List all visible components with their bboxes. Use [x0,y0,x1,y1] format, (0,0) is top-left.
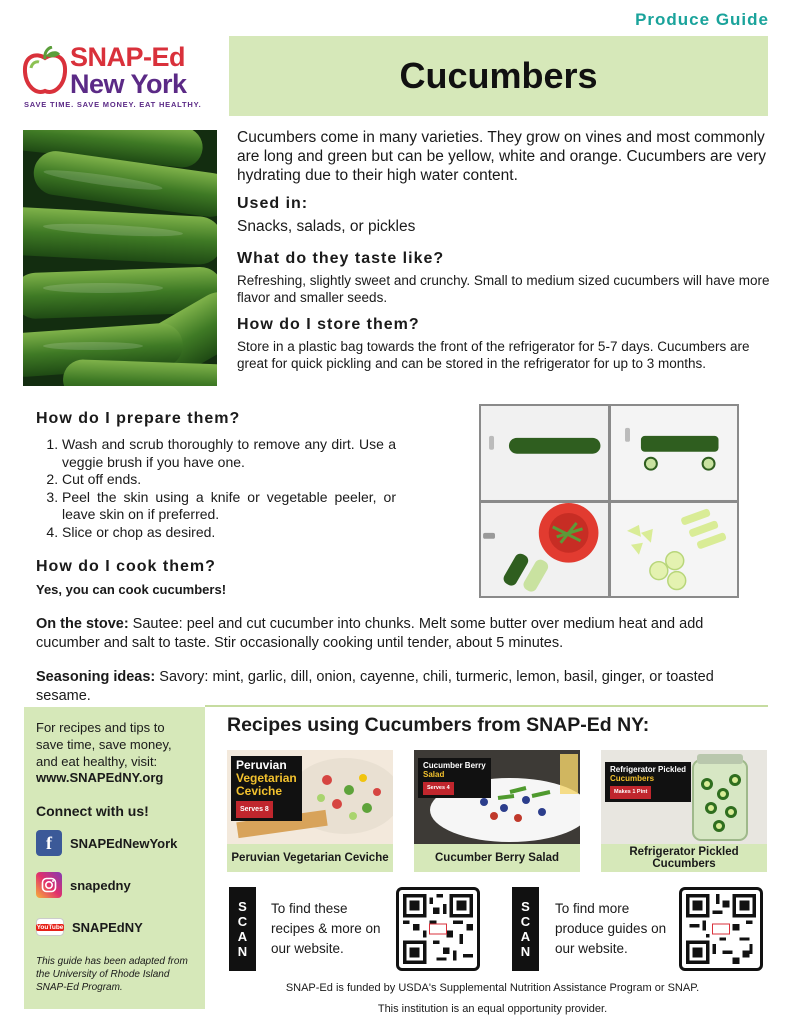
used-in-text: Snacks, salads, or pickles [237,218,416,235]
recipe-card-pickled[interactable] [601,750,767,872]
scan-letter: S [521,899,530,914]
title-banner [229,36,768,116]
intro-section [237,128,772,372]
used-in-heading: Used in: [237,195,309,212]
recipe-photo-berry-salad [414,750,580,844]
snap-ed-logo[interactable] [22,42,212,114]
recipe-badge-berry-salad [418,758,491,798]
instagram-icon [36,872,62,898]
qr-code-icon [403,894,473,964]
seasoning-text: Savory: mint, garlic, dill, onion, cayenne, chili, turmeric, lemon, basil, ginger, or toasted sesame. [36,669,714,704]
recipe-badge-line: Salad [423,770,445,779]
page-title: Cucumbers [399,55,598,96]
recipe-badge-line: Cucumber Berry [423,761,486,770]
scan-text-guides: To find more produce guides on our website. [555,901,667,956]
taste-heading: What do they taste like? [237,250,445,267]
recipes-heading: Recipes using Cucumbers from SNAP-Ed NY: [227,714,650,736]
scan-letter: C [520,914,531,929]
facebook-icon: f [36,830,62,856]
tips-text: For recipes and tips to save time, save money, and eat healthy, visit: [36,720,172,769]
apple-logo-icon [22,46,68,96]
youtube-icon [36,918,64,936]
instagram-handle: snapedny [70,877,131,893]
facebook-link[interactable] [36,829,195,857]
logo-tagline: SAVE TIME. SAVE MONEY. EAT HEALTHY. [24,100,202,109]
scan-letter: N [520,944,531,959]
youtube-badge-text: YouTube [36,923,64,931]
recipe-photo-ceviche [227,750,393,844]
store-heading: How do I store them? [237,316,420,333]
prepare-steps-list [36,436,396,541]
recipe-badge-line: Peruvian [236,758,287,772]
prep-photo-whole-cucumber [481,406,608,500]
connect-sidebar [24,707,205,1009]
qr-code-recipes[interactable] [396,887,480,971]
qr-code-icon [686,894,756,964]
prepare-step: 3. Peel the skin using a knife or vegetable peeler, or leave skin on if preferred. [62,489,396,524]
facebook-handle: SNAPEdNewYork [70,835,178,851]
recipe-serves: Makes 1 Pint [610,786,651,799]
prep-photo-ends-cut [611,406,738,500]
prepare-step: 2. Cut off ends. [62,471,396,489]
prepare-section [36,410,396,541]
recipe-badge-line: Cucumbers [610,774,655,783]
cucumber-description: Cucumbers come in many varieties. They grow on vines and most commonly are long and green but can be yellow, white and orange. Cucumbers are very hydrating due to their high water content. [237,129,767,184]
recipe-badge-ceviche [231,756,302,821]
recipe-badge-line: Ceviche [236,784,283,798]
cook-section [36,558,756,721]
recipe-caption[interactable]: Refrigerator Pickled Cucumbers [601,844,767,872]
youtube-link[interactable] [36,913,195,941]
scan-letter: S [238,899,247,914]
recipe-badge-line: Refrigerator Pickled [610,765,687,774]
logo-text-snap-ed: SNAP-Ed [70,42,186,72]
scan-letter: N [237,944,248,959]
stove-paragraph [36,615,756,652]
cucumbers-photo [23,130,217,386]
recipe-badge-line: Vegetarian [236,771,297,785]
scan-text-recipes: To find these recipes & more on our website. [271,901,381,956]
recipe-caption[interactable]: Peruvian Vegetarian Ceviche [227,844,393,872]
prepare-heading: How do I prepare them? [36,410,241,427]
scan-letter: A [237,929,248,944]
recipe-serves: Serves 4 [423,782,454,795]
footer-equal-opportunity: This institution is an equal opportunity provider. [377,1003,608,1015]
youtube-handle: SNAPEdNY [72,919,143,935]
recipe-badge-pickled [605,762,691,802]
cucumbers-image-icon [23,130,217,386]
taste-text: Refreshing, slightly sweet and crunchy. Small to medium sized cucumbers will have more flavor and smaller seeds. [237,273,770,305]
recipe-serves: Serves 8 [236,801,273,818]
instagram-link[interactable] [36,871,195,899]
produce-guide-label: Produce Guide [635,10,769,29]
section-divider [205,705,768,707]
recipe-card-berry-salad[interactable] [414,750,580,872]
store-text: Store in a plastic bag towards the front of the refrigerator for 5-7 days. Cucumbers are great for quick pickling and can be stored in the refrigerator for up to 3 months. [237,339,750,371]
recipe-card-ceviche[interactable] [227,750,393,872]
recipe-photo-pickled [601,750,767,844]
cook-heading: How do I cook them? [36,558,216,575]
stove-text: Sautee: peel and cut cucumber into chunks. Melt some butter over medium heat and add cucumber and salt to taste. Stir occasionally cooking until tender, about 5 minutes. [36,616,704,651]
scan-label-recipes [229,887,256,971]
recipe-caption[interactable]: Cucumber Berry Salad [414,844,580,872]
logo-text-new-york: New York [70,69,187,99]
scan-letter: A [520,929,531,944]
prepare-step: 4. Slice or chop as desired. [62,524,396,542]
footer-funding: SNAP-Ed is funded by USDA's Supplemental Nutrition Assistance Program or SNAP. [285,982,700,994]
seasoning-label: Seasoning ideas: [36,669,156,685]
connect-heading: Connect with us! [36,803,149,819]
scan-label-guides [512,887,539,971]
website-link[interactable]: www.SNAPEdNY.org [36,770,164,785]
cook-subheading: Yes, you can cook cucumbers! [36,582,227,597]
stove-label: On the stove: [36,616,129,632]
qr-code-guides[interactable] [679,887,763,971]
adapted-note: This guide has been adapted from the University of Rhode Island SNAP-Ed Program. [36,956,188,993]
seasoning-paragraph [36,668,756,705]
scan-letter: C [237,914,248,929]
prepare-step: 1. Wash and scrub thoroughly to remove any dirt. Use a veggie brush if you have one. [62,436,396,471]
